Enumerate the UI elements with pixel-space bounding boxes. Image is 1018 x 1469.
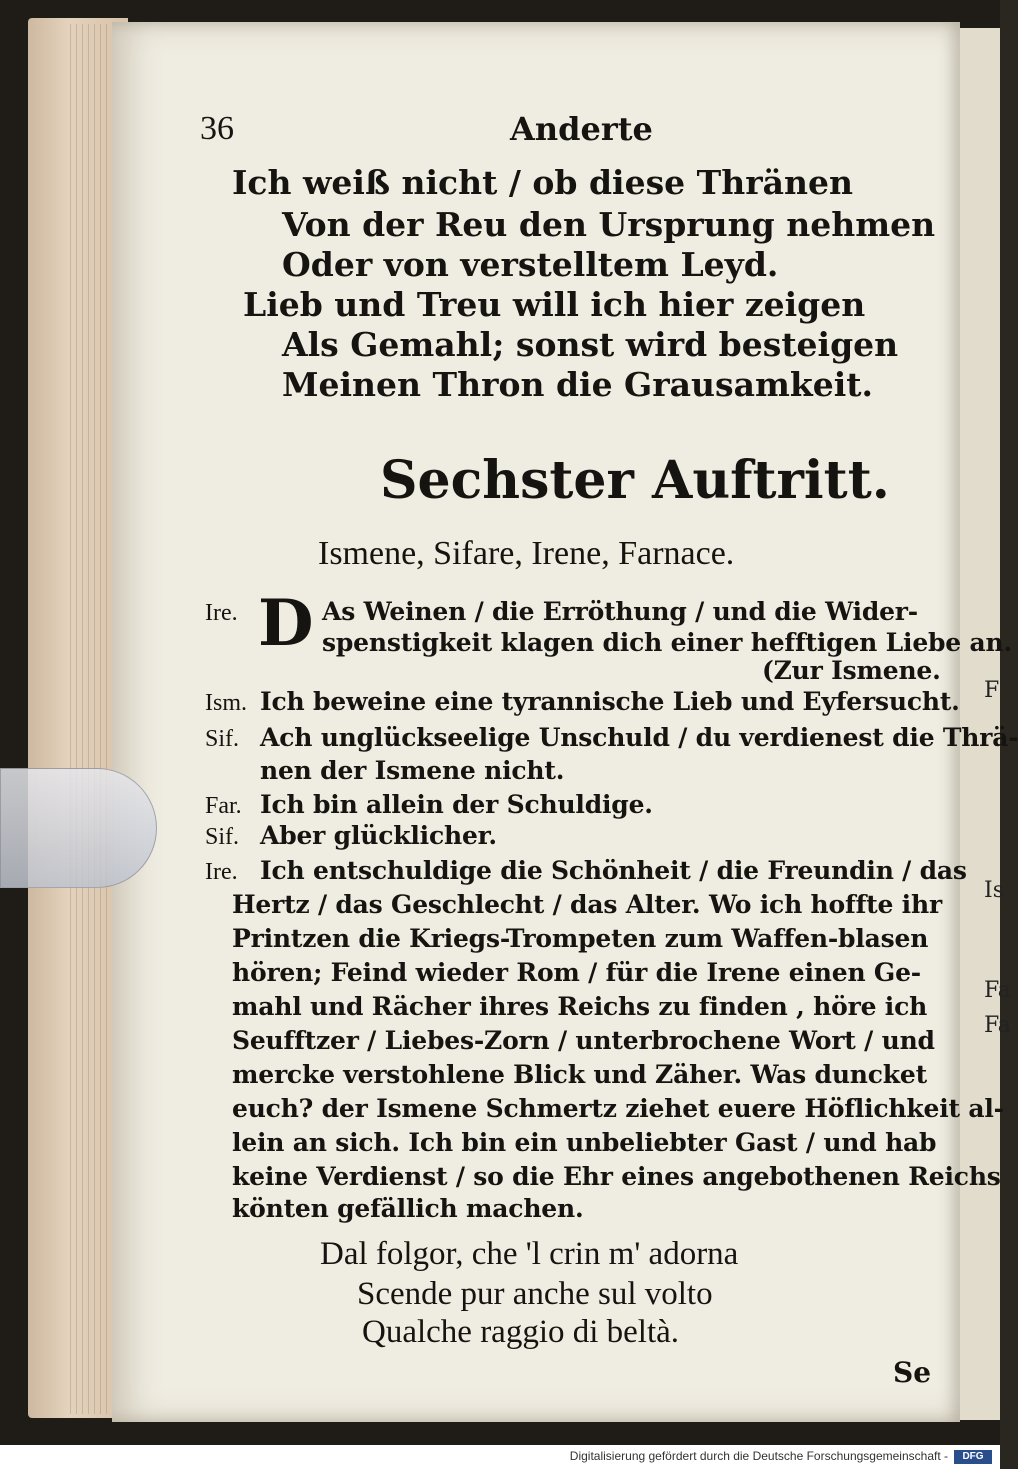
speaker-label: Far. [205, 793, 242, 819]
speaker-label: Ire. [205, 859, 238, 885]
stage-direction: (Zur Ismene. [762, 656, 941, 685]
facing-page-fragment: Fa [984, 1013, 1011, 1038]
speaker-label: Sif. [205, 824, 240, 850]
dialogue-line: Ich entschuldige die Schönheit / die Freundin / das [260, 856, 967, 885]
verse-line: Von der Reu den Ursprung nehmen [282, 205, 936, 244]
drop-cap: D [258, 586, 314, 661]
dialogue-line: Printzen die Kriegs-Trompeten zum Waffen-blasen [232, 924, 929, 953]
verse-line: Ich weiß nicht / ob diese Thränen [232, 163, 853, 202]
verse-line: Meinen Thron die Grausamkeit. [282, 365, 874, 404]
italian-verse-line: Scende pur anche sul volto [357, 1276, 713, 1312]
scene-title: Sechster Auftritt. [380, 450, 890, 511]
dialogue-line: Aber glücklicher. [260, 821, 497, 850]
dialogue-line: hören; Feind wieder Rom / für die Irene einen Ge- [232, 958, 921, 987]
running-head: Anderte [510, 110, 653, 148]
dialogue-line: Hertz / das Geschlecht / das Alter. Wo ich hoffte ihr [232, 890, 942, 919]
dialogue-line: nen der Ismene nicht. [260, 756, 565, 785]
footer-bar [0, 1445, 1000, 1469]
speaker-label: Ism. [205, 690, 247, 716]
verse-line: Oder von verstelltem Leyd. [282, 245, 779, 284]
dialogue-line: mahl und Rächer ihres Reichs zu finden , höre ich [232, 992, 928, 1021]
funding-notice: Digitalisierung gefördert durch die Deutsche Forschungsgemeinschaft - [569, 1449, 948, 1463]
italian-verse-line: Dal folgor, che 'l crin m' adorna [320, 1236, 739, 1272]
dialogue-line: Ich beweine eine tyrannische Lieb und Eyfersucht. [260, 687, 960, 716]
dialogue-line: Ach unglückseelige Unschuld / du verdienest die Thrä- [260, 723, 1018, 752]
facing-page-fragment: Fa [984, 978, 1011, 1003]
verse-line: Als Gemahl; sonst wird besteigen [282, 325, 899, 364]
speaker-label: Sif. [205, 726, 240, 752]
dialogue-line: spenstigkeit klagen dich einer hefftigen Liebe an. [322, 628, 1012, 657]
verse-line: Lieb und Treu will ich hier zeigen [243, 285, 866, 324]
dialogue-line: Seufftzer / Liebes-Zorn / unterbrochene Wort / und [232, 1026, 935, 1055]
dialogue-line: euch? der Ismene Schmertz ziehet euere Höflichkeit al- [232, 1094, 1004, 1123]
dialogue-line: lein an sich. Ich bin ein unbeliebter Gast / und hab [232, 1128, 937, 1157]
dialogue-line: Ich bin allein der Schuldige. [260, 790, 653, 819]
italian-verse-line: Qualche raggio di beltà. [362, 1314, 680, 1350]
dfg-logo: DFG [954, 1450, 992, 1464]
dialogue-line: As Weinen / die Erröthung / und die Wider- [322, 597, 918, 626]
dialogue-line: könten gefällich machen. [232, 1194, 584, 1223]
dialogue-line: mercke verstohlene Blick und Zäher. Was duncket [232, 1060, 927, 1089]
facing-page-fragment: F [984, 678, 1000, 703]
facing-page-fragment: Is [984, 878, 1004, 903]
page-clip [0, 768, 157, 888]
cast-list: Ismene, Sifare, Irene, Farnace. [318, 535, 735, 572]
page-number: 36 [200, 110, 234, 147]
catchword: Se [893, 1356, 932, 1389]
speaker-label: Ire. [205, 600, 238, 626]
dialogue-line: keine Verdienst / so die Ehr eines angebothenen Reichs [232, 1162, 1001, 1191]
